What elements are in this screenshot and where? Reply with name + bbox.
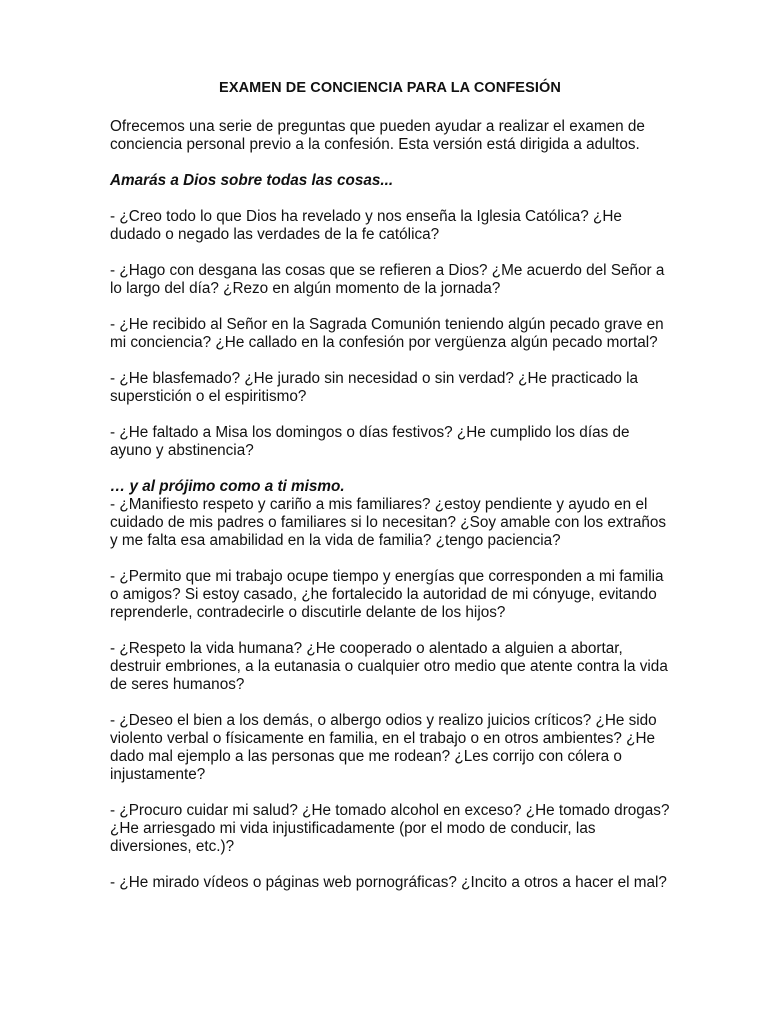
intro-paragraph: Ofrecemos una serie de preguntas que pueden ayudar a realizar el examen de conciencia personal previo a la confesión. Esta versión está dirigida a adultos. [110,118,645,153]
question-item: - ¿Deseo el bien a los demás, o albergo odios y realizo juicios críticos? ¿He sido violento verbal o físicamente en familia, en el trabajo o en otros ambientes? ¿He dado mal ejemplo a las personas que me rodean? ¿Les corrijo con cólera o injustamente? [110,712,657,783]
document-title: EXAMEN DE CONCIENCIA PARA LA CONFESIÓN [219,80,561,96]
question-item: - ¿He mirado vídeos o páginas web pornográficas? ¿Incito a otros a hacer el mal? [110,874,667,891]
question-item: - ¿He recibido al Señor en la Sagrada Comunión teniendo algún pecado grave en mi conciencia? ¿He callado en la confesión por vergüenza algún pecado mortal? [110,316,664,351]
question-item: - ¿He blasfemado? ¿He jurado sin necesidad o sin verdad? ¿He practicado la superstición o el espiritismo? [110,370,639,405]
section-heading-neighbor: … y al prójimo como a ti mismo. [110,478,345,495]
question-item: - ¿He faltado a Misa los domingos o días festivos? ¿He cumplido los días de ayuno y abstinencia? [110,424,630,459]
question-item: - ¿Permito que mi trabajo ocupe tiempo y energías que corresponden a mi familia o amigos? Si estoy casado, ¿he fortalecido la autoridad de mi cónyuge, evitando reprenderle, contradecirle o discutirle delante de los hijos? [110,568,664,621]
question-item: - ¿Manifiesto respeto y cariño a mis familiares? ¿estoy pendiente y ayudo en el cuidado de mis padres o familiares si lo necesitan? ¿Soy amable con los extraños y me falta esa amabilidad en la vida de familia? ¿tengo paciencia? [110,496,667,549]
document-page [110,80,670,910]
question-item: - ¿Respeto la vida humana? ¿He cooperado o alentado a alguien a abortar, destruir embriones, a la eutanasia o cualquier otro medio que atente contra la vida de seres humanos? [110,640,668,693]
section-heading-god: Amarás a Dios sobre todas las cosas... [110,172,394,189]
question-item: - ¿Hago con desgana las cosas que se refieren a Dios? ¿Me acuerdo del Señor a lo largo del día? ¿Rezo en algún momento de la jornada? [110,262,665,297]
question-item: - ¿Creo todo lo que Dios ha revelado y nos enseña la Iglesia Católica? ¿He dudado o negado las verdades de la fe católica? [110,208,622,243]
question-item: - ¿Procuro cuidar mi salud? ¿He tomado alcohol en exceso? ¿He tomado drogas? ¿He arriesgado mi vida injustificadamente (por el modo de conducir, las diversiones, etc.)? [110,802,670,855]
